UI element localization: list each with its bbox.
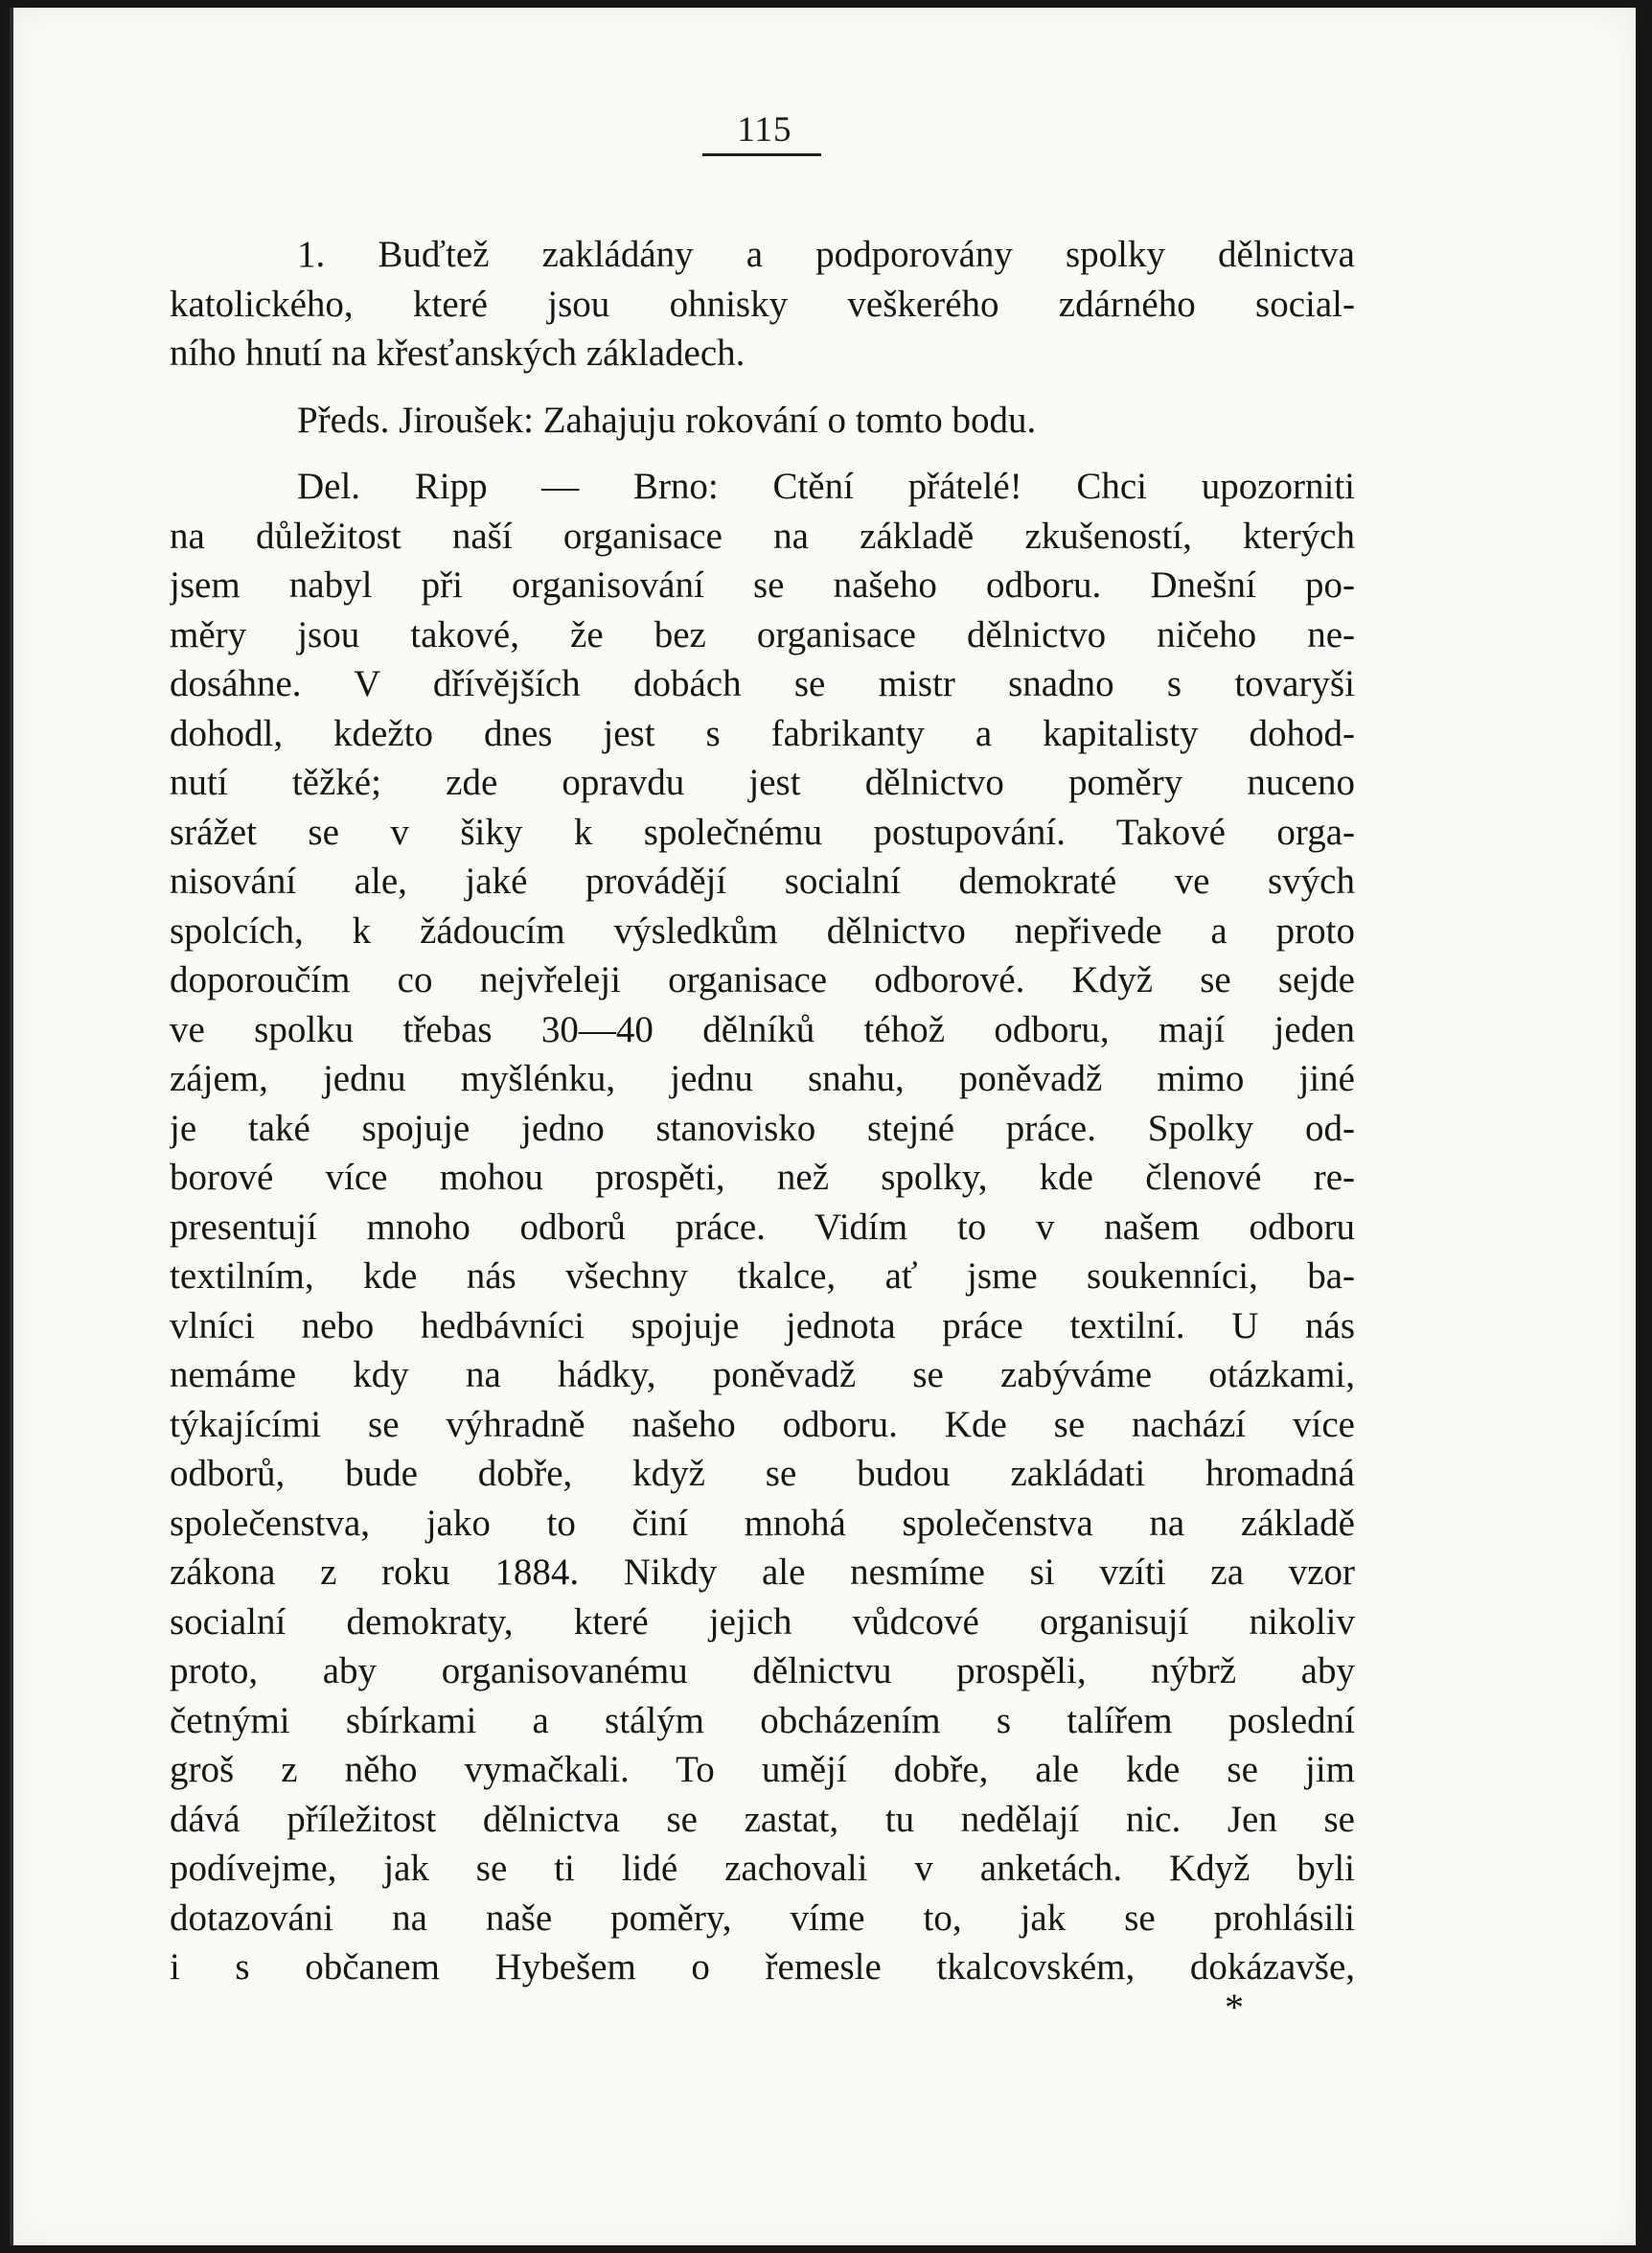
- text-line: i s občanem Hybešem o řemesle tkalcovském, dokázavše,: [170, 1946, 1355, 1988]
- text-line: Del. Ripp — Brno: Ctění přátelé! Chci upozorniti: [297, 466, 1355, 507]
- text-line: katolického, které jsou ohnisky veškerého zdárného social-: [170, 283, 1355, 325]
- text-line: Předs. Jiroušek: Zahajuju rokování o tomto bodu.: [297, 399, 1037, 441]
- text-line: dohodl, kdežto dnes jest s fabrikanty a kapitalisty dohod-: [170, 712, 1355, 754]
- text-line: borové více mohou prospěti, než spolky, kde členové re-: [170, 1157, 1355, 1198]
- text-line: jsem nabyl při organisování se našeho odboru. Dnešní po-: [170, 564, 1355, 606]
- book-page: [10, 8, 1636, 2245]
- page-number: 115: [737, 110, 792, 149]
- text-line: četnými sbírkami a stálým obcházením s talířem poslední: [170, 1699, 1355, 1741]
- body-text: [170, 230, 1355, 1992]
- text-line: zájem, jednu myšlénku, jednu snahu, poněvadž mimo jiné: [170, 1058, 1355, 1099]
- text-line: odborů, bude dobře, když se budou zakládati hromadná: [170, 1453, 1355, 1494]
- text-line: spolcích, k žádoucím výsledkům dělnictvo nepřivede a proto: [170, 909, 1355, 952]
- text-line: dosáhne. V dřívějších dobách se mistr snadno s tovaryši: [170, 663, 1355, 704]
- text-line: proto, aby organisovanému dělnictvu prospěli, nýbrž aby: [170, 1650, 1355, 1691]
- signature-mark: *: [1225, 1986, 1244, 2029]
- text-line: nisování ale, jaké provádějí socialní demokraté ve svých: [170, 861, 1355, 902]
- text-line: dává příležitost dělnictva se zastat, tu nedělají nic. Jen se: [170, 1798, 1355, 1840]
- text-line: společenstva, jako to činí mnohá společenstva na základě: [170, 1502, 1355, 1544]
- text-line: je také spojuje jedno stanovisko stejné práce. Spolky od-: [170, 1107, 1355, 1149]
- text-line: nutí těžké; zde opravdu jest dělnictvo poměry nuceno: [170, 762, 1355, 803]
- text-line: dotazováni na naše poměry, víme to, jak se prohlásili: [170, 1897, 1355, 1939]
- text-line: týkajícími se výhradně našeho odboru. Kde se nachází více: [170, 1403, 1355, 1445]
- text-line: socialní demokraty, které jejich vůdcové organisují nikoliv: [170, 1600, 1355, 1643]
- text-line: vlníci nebo hedbávníci spojuje jednota práce textilní. U nás: [170, 1304, 1355, 1346]
- text-line: měry jsou takové, že bez organisace dělnictvo ničeho ne-: [170, 613, 1355, 655]
- text-line: ního hnutí na křesťanských základech.: [170, 333, 746, 374]
- page-number-underline: [702, 153, 821, 156]
- text-line: doporoučím co nejvřeleji organisace odborové. Když se sejde: [170, 959, 1355, 1000]
- text-line: na důležitost naší organisace na základě zkušeností, kterých: [170, 515, 1355, 557]
- text-line: presentují mnoho odborů práce. Vidím to v našem odboru: [170, 1206, 1355, 1248]
- text-line: textilním, kde nás všechny tkalce, ať jsme soukenníci, ba-: [170, 1255, 1355, 1297]
- page-binding-edge: [10, 8, 13, 2245]
- text-line: zákona z roku 1884. Nikdy ale nesmíme si vzíti za vzor: [170, 1552, 1355, 1593]
- text-line: ve spolku třebas 30—40 dělníků téhož odboru, mají jeden: [170, 1008, 1355, 1050]
- text-line: nemáme kdy na hádky, poněvadž se zabýváme otázkami,: [170, 1354, 1355, 1395]
- text-line: srážet se v šiky k společnému postupování. Takové orga-: [170, 811, 1355, 853]
- text-line: groš z něho vymačkali. To umějí dobře, ale kde se jim: [170, 1749, 1355, 1790]
- text-line: 1. Buďtež zakládány a podporovány spolky dělnictva: [297, 234, 1355, 275]
- text-line: podívejme, jak se ti lidé zachovali v anketách. Když byli: [170, 1848, 1355, 1889]
